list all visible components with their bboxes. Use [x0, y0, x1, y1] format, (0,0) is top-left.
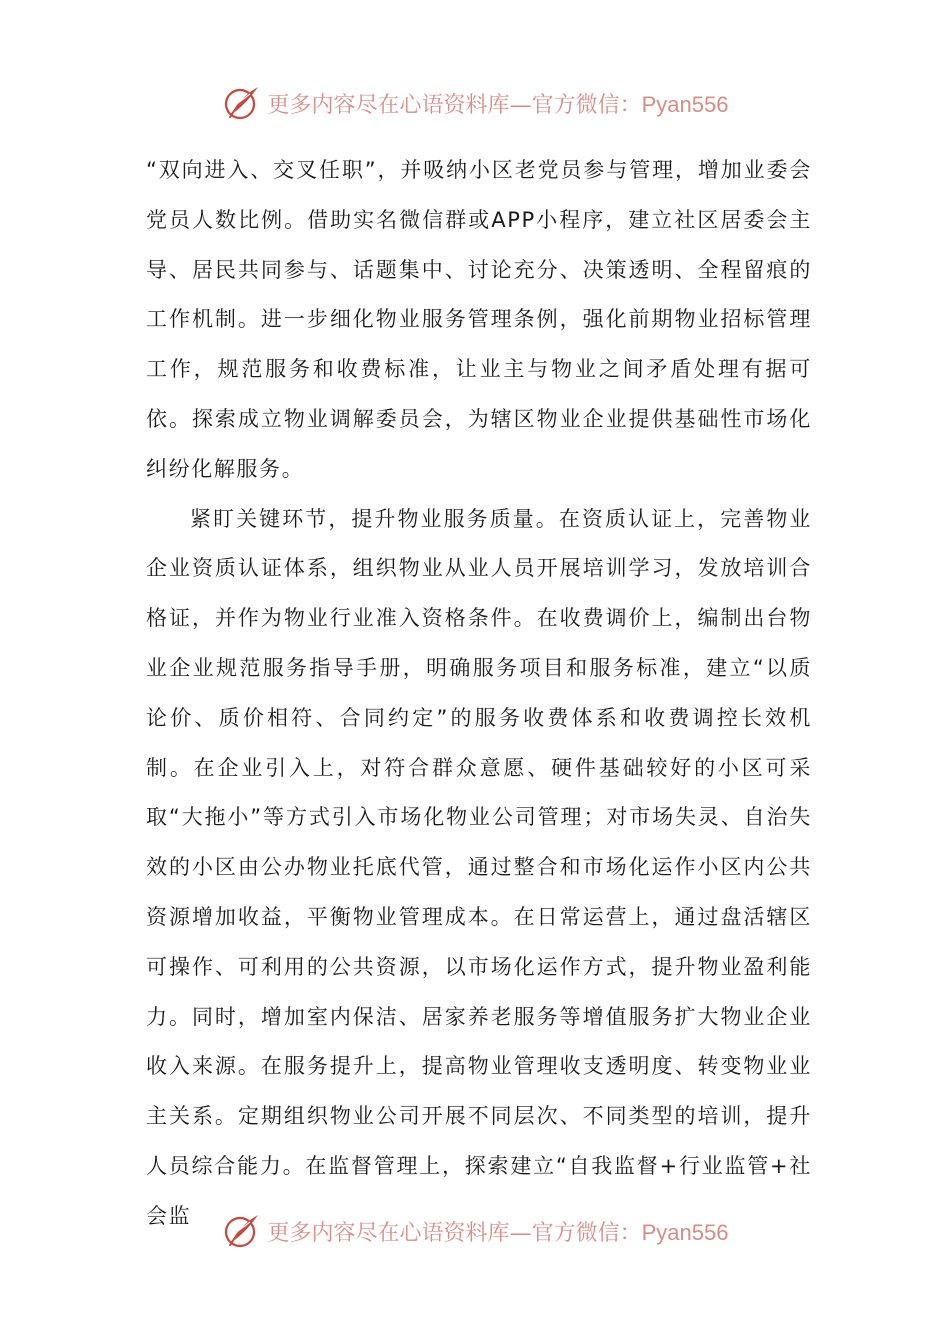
- paragraph-1: “双向进入、交叉任职”，并吸纳小区老党员参与管理，增加业委会党员人数比例。借助实名微信群或APP小程序，建立社区居委会主导、居民共同参与、话题集中、讨论充分、决策透明、全程留痕的工作机制。进一步细化物业服务管理条例，强化前期物业招标管理工作，规范服务和收费标准，让业主与物业之间矛盾处理有据可依。探索成立物业调解委员会，为辖区物业企业提供基础性市场化纠纷化解服务。: [146, 158, 812, 481]
- banner-wechat-id: Pyan556: [641, 91, 729, 117]
- banner-official-label: 官方微信：: [531, 1220, 642, 1246]
- banner-separator: —: [509, 1220, 532, 1246]
- quill-logo-icon: [222, 83, 262, 123]
- banner-official-label: 官方微信：: [531, 92, 642, 118]
- header-banner: [0, 80, 950, 126]
- banner-site-name: 更多内容尽在心语资料库: [267, 1220, 510, 1246]
- document-body: [146, 146, 812, 1242]
- banner-site-text: [268, 1216, 729, 1247]
- footer-banner: [0, 1208, 950, 1254]
- paragraph-2: 紧盯关键环节，提升物业服务质量。在资质认证上，完善物业企业资质认证体系，组织物业从业人员开展培训学习，发放培训合格证，并作为物业行业准入资格条件。在收费调价上，编制出台物业企业规范服务指导手册，明确服务项目和服务标准，建立“以质论价、质价相符、合同约定”的服务收费体系和收费调控长效机制。在企业引入上，对符合群众意愿、硬件基础较好的小区可采取“大拖小”等方式引入市场化物业公司管理；对市场失灵、自治失效的小区由公办物业托底代管，通过整合和市场化运作小区内公共资源增加收益，平衡物业管理成本。在日常运营上，通过盘活辖区可操作、可利用的公共资源，以市场化运作方式，提升物业盈利能力。同时，增加室内保洁、居家养老服务等增值服务扩大物业企业收入来源。在服务提升上，提高物业管理收支透明度、转变物业业主关系。定期组织物业公司开展不同层次、不同类型的培训，提升人员综合能力。在监督管理上，探索建立“自我监督+行业监管+社会监: [146, 506, 812, 1228]
- banner-site-name: 更多内容尽在心语资料库: [267, 92, 510, 118]
- banner-wechat-id: Pyan556: [641, 1219, 729, 1245]
- banner-site-text: [268, 88, 729, 119]
- banner-separator: —: [509, 92, 532, 118]
- quill-logo-icon: [222, 1211, 262, 1251]
